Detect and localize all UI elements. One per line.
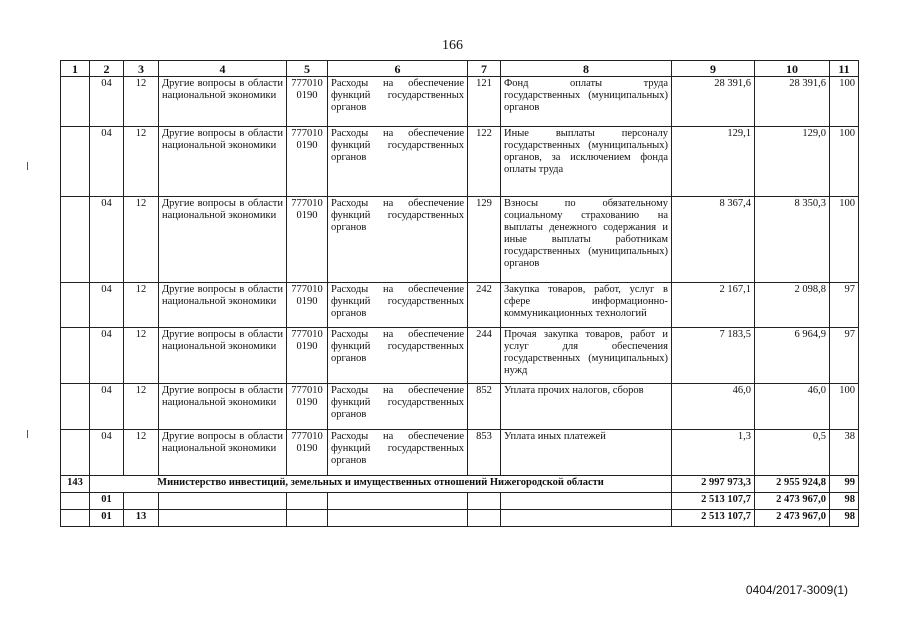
cell [328,510,468,527]
column-header: 5 [287,61,328,77]
cell: 04 [90,127,124,197]
cell: Другие вопросы в области национальной экономики [159,197,287,283]
table-row [61,328,859,384]
cell: 6 964,9 [755,328,830,384]
cell: 777010 0190 [287,283,328,328]
cell: 12 [124,384,159,430]
cell [61,510,90,527]
cell: 122 [468,127,501,197]
cell [328,493,468,510]
cell: Расходы на обеспечение функций государственных органов [328,430,468,476]
cell: Закупка товаров, работ, услуг в сфере информационно-коммуникационных технологий [501,283,672,328]
section-row [61,493,859,510]
document-code: 0404/2017-3009(1) [745,583,848,597]
cell: 853 [468,430,501,476]
cell [159,510,287,527]
cell: Расходы на обеспечение функций государственных органов [328,384,468,430]
cell: 2 167,1 [672,283,755,328]
column-header: 11 [830,61,859,77]
cell [287,510,328,527]
column-header: 1 [61,61,90,77]
cell: 143 [61,476,90,493]
cell [61,493,90,510]
cell: 777010 0190 [287,127,328,197]
cell: Прочая закупка товаров, работ и услуг для обеспечения государственных (муниципальных) нужд [501,328,672,384]
cell: 12 [124,283,159,328]
cell: 100 [830,77,859,127]
subsection-row [61,510,859,527]
cell: 0,5 [755,430,830,476]
column-header: 3 [124,61,159,77]
column-header: 9 [672,61,755,77]
cell: 8 367,4 [672,197,755,283]
cell: 100 [830,197,859,283]
cell: Расходы на обеспечение функций государственных органов [328,127,468,197]
cell: Фонд оплаты труда государственных (муниципальных) органов [501,77,672,127]
table-row [61,77,859,127]
cell [61,77,90,127]
cell: Другие вопросы в области национальной экономики [159,430,287,476]
cell: 12 [124,430,159,476]
column-header: 4 [159,61,287,77]
cell: 100 [830,127,859,197]
cell: 121 [468,77,501,127]
cell [61,430,90,476]
cell: 7 183,5 [672,328,755,384]
cell: 8 350,3 [755,197,830,283]
cell: Уплата иных платежей [501,430,672,476]
table-row [61,384,859,430]
page-number: 166 [442,38,463,53]
column-header: 10 [755,61,830,77]
cell: 98 [830,510,859,527]
cell: Другие вопросы в области национальной экономики [159,77,287,127]
cell: 01 [90,510,124,527]
cell: 2 098,8 [755,283,830,328]
cell: 04 [90,197,124,283]
cell: 98 [830,493,859,510]
cell: 46,0 [672,384,755,430]
cell: 99 [830,476,859,493]
cell: 777010 0190 [287,384,328,430]
column-header: 7 [468,61,501,77]
cell [124,493,159,510]
cell [61,127,90,197]
cell: Расходы на обеспечение функций государственных органов [328,283,468,328]
cell [159,493,287,510]
cell: 13 [124,510,159,527]
column-header: 8 [501,61,672,77]
cell: Другие вопросы в области национальной экономики [159,127,287,197]
cell [61,283,90,328]
cell: 129,0 [755,127,830,197]
cell: 777010 0190 [287,197,328,283]
cell: 2 473 967,0 [755,493,830,510]
cell: 04 [90,283,124,328]
cell: 852 [468,384,501,430]
cell: Расходы на обеспечение функций государственных органов [328,77,468,127]
cell: 12 [124,197,159,283]
cell [61,384,90,430]
cell: 04 [90,328,124,384]
cell: Иные выплаты персоналу государственных (муниципальных) органов, за исключением фонда оплаты труда [501,127,672,197]
table-row [61,127,859,197]
cell: 2 513 107,7 [672,493,755,510]
cell: 01 [90,493,124,510]
budget-table [60,60,859,527]
cell: Другие вопросы в области национальной экономики [159,384,287,430]
cell [468,510,501,527]
cell: 777010 0190 [287,430,328,476]
cell: 2 955 924,8 [755,476,830,493]
cell: 100 [830,384,859,430]
cell: 12 [124,77,159,127]
cell: 28 391,6 [755,77,830,127]
cell [61,328,90,384]
cell [287,493,328,510]
cell: 2 473 967,0 [755,510,830,527]
cell: 04 [90,384,124,430]
margin-tick [27,430,28,438]
cell: 04 [90,77,124,127]
cell: 12 [124,127,159,197]
cell: 1,3 [672,430,755,476]
cell: 777010 0190 [287,328,328,384]
column-header: 2 [90,61,124,77]
cell: Взносы по обязательному социальному страхованию на выплаты денежного содержания и иные выплаты работникам государственных (муниципальных) органов [501,197,672,283]
table-row [61,430,859,476]
cell: 2 513 107,7 [672,510,755,527]
cell: 12 [124,328,159,384]
ministry-row [61,476,859,493]
cell [501,510,672,527]
cell: 777010 0190 [287,77,328,127]
cell: Расходы на обеспечение функций государственных органов [328,328,468,384]
table-row [61,197,859,283]
cell [61,197,90,283]
table-row [61,283,859,328]
cell: 28 391,6 [672,77,755,127]
cell: 2 997 973,3 [672,476,755,493]
cell [468,493,501,510]
cell: 04 [90,430,124,476]
ministry-title: Министерство инвестиций, земельных и имущественных отношений Нижегородской области [90,476,672,493]
cell: 97 [830,328,859,384]
header-row [61,61,859,77]
cell: 97 [830,283,859,328]
cell: 129 [468,197,501,283]
cell: 46,0 [755,384,830,430]
cell: Уплата прочих налогов, сборов [501,384,672,430]
column-header: 6 [328,61,468,77]
cell: Расходы на обеспечение функций государственных органов [328,197,468,283]
cell: 242 [468,283,501,328]
margin-tick [27,162,28,170]
cell [501,493,672,510]
cell: 38 [830,430,859,476]
cell: Другие вопросы в области национальной экономики [159,328,287,384]
cell: Другие вопросы в области национальной экономики [159,283,287,328]
cell: 129,1 [672,127,755,197]
cell: 244 [468,328,501,384]
